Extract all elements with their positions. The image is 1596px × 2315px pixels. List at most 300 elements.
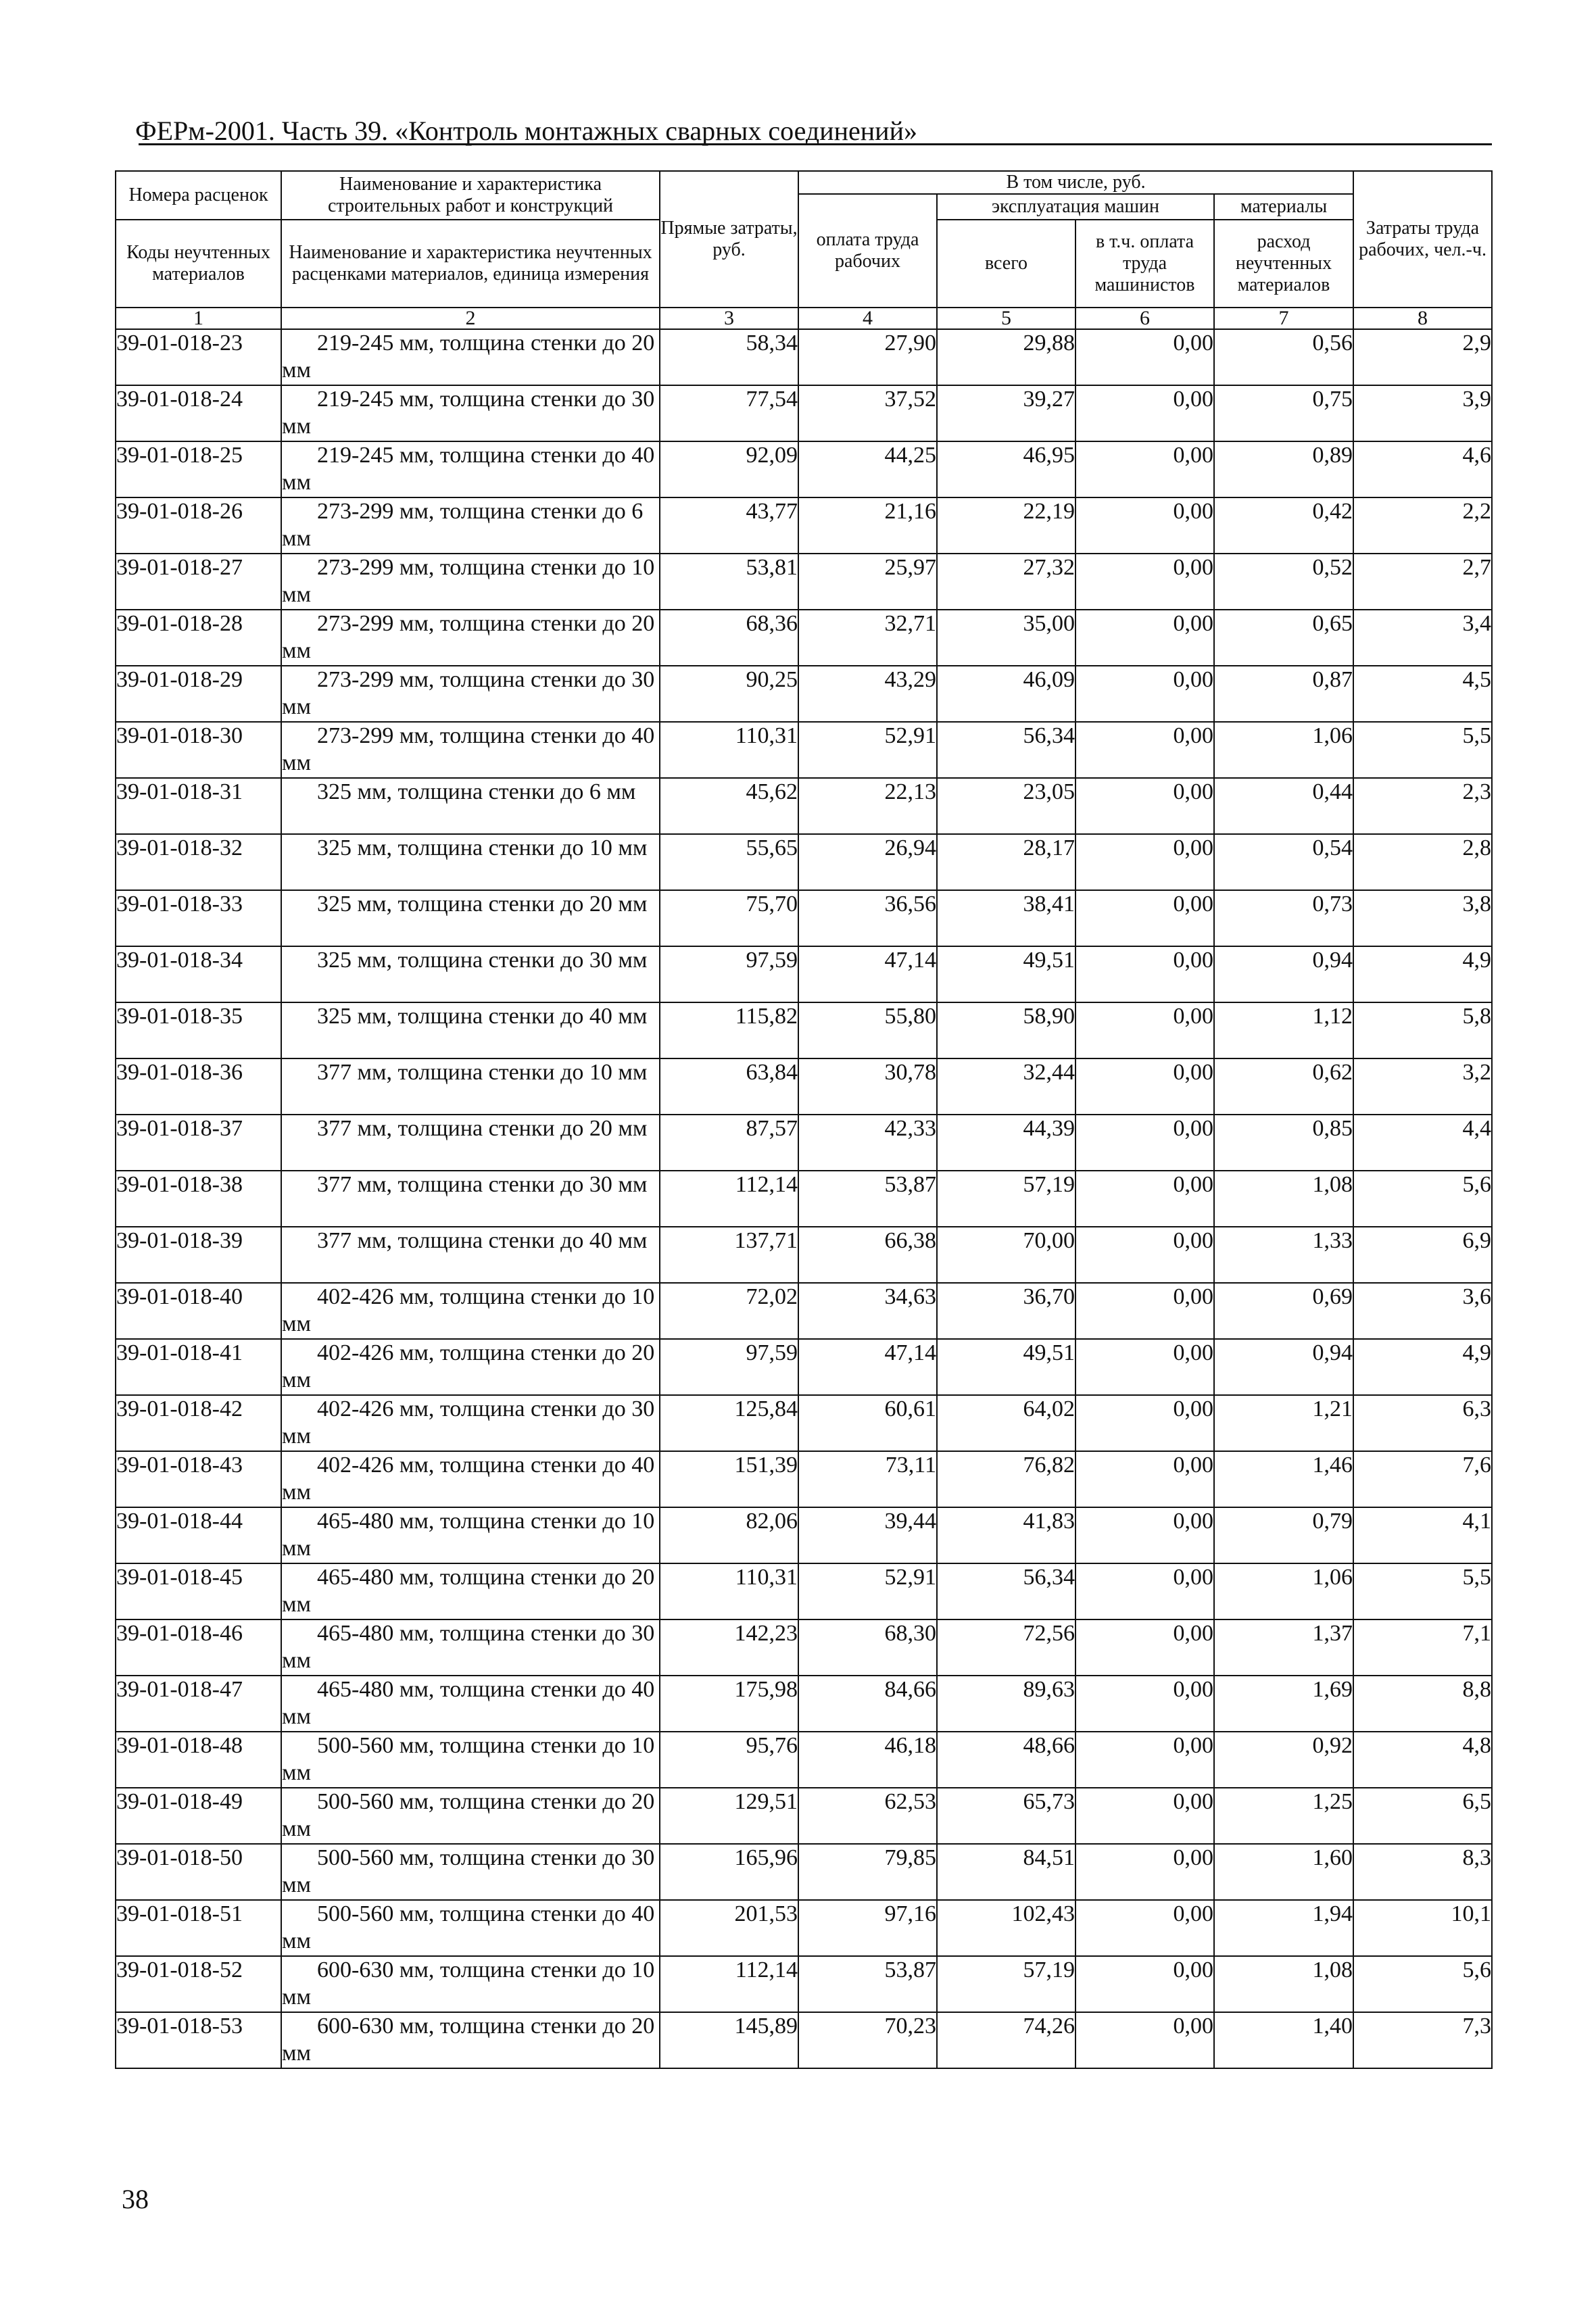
work-description: 273-299 мм, толщина стенки до 6 мм (281, 497, 660, 554)
materials-use: 0,85 (1214, 1115, 1353, 1171)
table-row (116, 1676, 1492, 1732)
direct-cost: 175,98 (660, 1676, 798, 1732)
direct-cost: 145,89 (660, 2012, 798, 2068)
header-rule (139, 143, 1492, 145)
work-description: 500-560 мм, толщина стенки до 20 мм (281, 1788, 660, 1844)
labor-cost: 10,1 (1353, 1900, 1492, 1956)
rate-code: 39-01-018-36 (116, 1058, 281, 1115)
table-row (116, 1563, 1492, 1619)
rate-code: 39-01-018-37 (116, 1115, 281, 1171)
materials-use: 1,08 (1214, 1956, 1353, 2012)
workers-wages: 53,87 (798, 1956, 937, 2012)
col-header-codes: Коды неучтенных материалов (116, 220, 281, 308)
col-header-machines-wages: в т.ч. оплата труда машинистов (1075, 220, 1214, 308)
machines-total: 74,26 (937, 2012, 1075, 2068)
workers-wages: 84,66 (798, 1676, 937, 1732)
operators-wages: 0,00 (1075, 1563, 1214, 1619)
work-description: 273-299 мм, толщина стенки до 20 мм (281, 610, 660, 666)
machines-total: 65,73 (937, 1788, 1075, 1844)
rate-code: 39-01-018-23 (116, 329, 281, 385)
labor-cost: 3,6 (1353, 1283, 1492, 1339)
machines-total: 76,82 (937, 1451, 1075, 1507)
labor-cost: 6,5 (1353, 1788, 1492, 1844)
labor-cost: 3,8 (1353, 890, 1492, 946)
work-description: 325 мм, толщина стенки до 10 мм (281, 834, 660, 890)
page-number: 38 (122, 2184, 149, 2214)
col-header-incl: В том числе, руб. (798, 171, 1353, 194)
materials-use: 0,73 (1214, 890, 1353, 946)
machines-total: 46,95 (937, 441, 1075, 497)
table-row (116, 497, 1492, 554)
labor-cost: 6,9 (1353, 1227, 1492, 1283)
operators-wages: 0,00 (1075, 1732, 1214, 1788)
materials-use: 0,69 (1214, 1283, 1353, 1339)
rate-code: 39-01-018-43 (116, 1451, 281, 1507)
direct-cost: 53,81 (660, 554, 798, 610)
work-description: 600-630 мм, толщина стенки до 10 мм (281, 1956, 660, 2012)
workers-wages: 46,18 (798, 1732, 937, 1788)
materials-use: 1,37 (1214, 1619, 1353, 1676)
labor-cost: 5,5 (1353, 722, 1492, 778)
machines-total: 58,90 (937, 1002, 1075, 1058)
operators-wages: 0,00 (1075, 1451, 1214, 1507)
rate-code: 39-01-018-47 (116, 1676, 281, 1732)
materials-use: 0,94 (1214, 1339, 1353, 1395)
rate-code: 39-01-018-33 (116, 890, 281, 946)
table-row (116, 1507, 1492, 1563)
workers-wages: 27,90 (798, 329, 937, 385)
workers-wages: 25,97 (798, 554, 937, 610)
machines-total: 38,41 (937, 890, 1075, 946)
workers-wages: 26,94 (798, 834, 937, 890)
operators-wages: 0,00 (1075, 1676, 1214, 1732)
column-number: 4 (798, 308, 937, 329)
col-header-machines-total: всего (937, 220, 1075, 308)
work-description: 377 мм, толщина стенки до 40 мм (281, 1227, 660, 1283)
labor-cost: 2,9 (1353, 329, 1492, 385)
direct-cost: 63,84 (660, 1058, 798, 1115)
machines-total: 36,70 (937, 1283, 1075, 1339)
work-description: 377 мм, толщина стенки до 20 мм (281, 1115, 660, 1171)
table-row (116, 385, 1492, 441)
rate-code: 39-01-018-38 (116, 1171, 281, 1227)
table-row (116, 1900, 1492, 1956)
rate-code: 39-01-018-25 (116, 441, 281, 497)
materials-use: 1,40 (1214, 2012, 1353, 2068)
work-description: 219-245 мм, толщина стенки до 20 мм (281, 329, 660, 385)
operators-wages: 0,00 (1075, 1002, 1214, 1058)
operators-wages: 0,00 (1075, 1115, 1214, 1171)
table-row (116, 1171, 1492, 1227)
labor-cost: 8,3 (1353, 1844, 1492, 1900)
workers-wages: 70,23 (798, 2012, 937, 2068)
direct-cost: 125,84 (660, 1395, 798, 1451)
direct-cost: 58,34 (660, 329, 798, 385)
rate-code: 39-01-018-29 (116, 666, 281, 722)
work-description: 377 мм, толщина стенки до 30 мм (281, 1171, 660, 1227)
labor-cost: 2,7 (1353, 554, 1492, 610)
materials-use: 1,12 (1214, 1002, 1353, 1058)
operators-wages: 0,00 (1075, 1395, 1214, 1451)
workers-wages: 47,14 (798, 946, 937, 1002)
labor-cost: 4,5 (1353, 666, 1492, 722)
rate-code: 39-01-018-48 (116, 1732, 281, 1788)
workers-wages: 39,44 (798, 1507, 937, 1563)
rate-code: 39-01-018-30 (116, 722, 281, 778)
table-row (116, 1283, 1492, 1339)
work-description: 500-560 мм, толщина стенки до 10 мм (281, 1732, 660, 1788)
machines-total: 32,44 (937, 1058, 1075, 1115)
materials-use: 0,75 (1214, 385, 1353, 441)
materials-use: 0,65 (1214, 610, 1353, 666)
table-row (116, 1451, 1492, 1507)
rate-code: 39-01-018-34 (116, 946, 281, 1002)
table-row (116, 946, 1492, 1002)
materials-use: 0,44 (1214, 778, 1353, 834)
direct-cost: 137,71 (660, 1227, 798, 1283)
col-header-materials: материалы (1214, 194, 1353, 220)
work-description: 273-299 мм, толщина стенки до 10 мм (281, 554, 660, 610)
work-description: 500-560 мм, толщина стенки до 40 мм (281, 1900, 660, 1956)
workers-wages: 42,33 (798, 1115, 937, 1171)
materials-use: 0,52 (1214, 554, 1353, 610)
rate-code: 39-01-018-41 (116, 1339, 281, 1395)
workers-wages: 60,61 (798, 1395, 937, 1451)
direct-cost: 82,06 (660, 1507, 798, 1563)
workers-wages: 68,30 (798, 1619, 937, 1676)
materials-use: 0,89 (1214, 441, 1353, 497)
materials-use: 0,42 (1214, 497, 1353, 554)
work-description: 325 мм, толщина стенки до 40 мм (281, 1002, 660, 1058)
work-description: 377 мм, толщина стенки до 10 мм (281, 1058, 660, 1115)
labor-cost: 4,9 (1353, 1339, 1492, 1395)
workers-wages: 97,16 (798, 1900, 937, 1956)
work-description: 402-426 мм, толщина стенки до 40 мм (281, 1451, 660, 1507)
operators-wages: 0,00 (1075, 497, 1214, 554)
labor-cost: 3,4 (1353, 610, 1492, 666)
direct-cost: 95,76 (660, 1732, 798, 1788)
table-row (116, 1058, 1492, 1115)
col-header-machines: эксплуатация машин (937, 194, 1214, 220)
operators-wages: 0,00 (1075, 778, 1214, 834)
direct-cost: 75,70 (660, 890, 798, 946)
operators-wages: 0,00 (1075, 1283, 1214, 1339)
labor-cost: 5,8 (1353, 1002, 1492, 1058)
table-row (116, 666, 1492, 722)
machines-total: 56,34 (937, 1563, 1075, 1619)
direct-cost: 97,59 (660, 946, 798, 1002)
operators-wages: 0,00 (1075, 385, 1214, 441)
column-numbers-row (116, 308, 1492, 329)
table-row (116, 1395, 1492, 1451)
work-description: 219-245 мм, толщина стенки до 30 мм (281, 385, 660, 441)
operators-wages: 0,00 (1075, 1058, 1214, 1115)
workers-wages: 73,11 (798, 1451, 937, 1507)
workers-wages: 79,85 (798, 1844, 937, 1900)
labor-cost: 7,3 (1353, 2012, 1492, 2068)
direct-cost: 129,51 (660, 1788, 798, 1844)
table-row (116, 1002, 1492, 1058)
machines-total: 27,32 (937, 554, 1075, 610)
operators-wages: 0,00 (1075, 441, 1214, 497)
direct-cost: 72,02 (660, 1283, 798, 1339)
materials-use: 0,79 (1214, 1507, 1353, 1563)
direct-cost: 110,31 (660, 1563, 798, 1619)
page-header: ФЕРм-2001. Часть 39. «Контроль монтажных сварных соединений» (135, 116, 917, 146)
col-header-wages: оплата труда рабочих (798, 194, 937, 308)
materials-use: 1,46 (1214, 1451, 1353, 1507)
col-header-labor: Затраты труда рабочих, чел.-ч. (1353, 171, 1492, 308)
operators-wages: 0,00 (1075, 946, 1214, 1002)
rate-code: 39-01-018-27 (116, 554, 281, 610)
workers-wages: 34,63 (798, 1283, 937, 1339)
work-description: 325 мм, толщина стенки до 20 мм (281, 890, 660, 946)
direct-cost: 97,59 (660, 1339, 798, 1395)
materials-use: 1,06 (1214, 1563, 1353, 1619)
column-number: 2 (281, 308, 660, 329)
labor-cost: 4,6 (1353, 441, 1492, 497)
machines-total: 57,19 (937, 1956, 1075, 2012)
table-row (116, 329, 1492, 385)
work-description: 600-630 мм, толщина стенки до 20 мм (281, 2012, 660, 2068)
work-description: 325 мм, толщина стенки до 30 мм (281, 946, 660, 1002)
direct-cost: 110,31 (660, 722, 798, 778)
col-header-numbers: Номера расценок (116, 171, 281, 220)
work-description: 465-480 мм, толщина стенки до 30 мм (281, 1619, 660, 1676)
machines-total: 46,09 (937, 666, 1075, 722)
operators-wages: 0,00 (1075, 1227, 1214, 1283)
rate-code: 39-01-018-32 (116, 834, 281, 890)
table-row (116, 722, 1492, 778)
workers-wages: 37,52 (798, 385, 937, 441)
workers-wages: 32,71 (798, 610, 937, 666)
machines-total: 35,00 (937, 610, 1075, 666)
table-row (116, 1339, 1492, 1395)
rate-code: 39-01-018-53 (116, 2012, 281, 2068)
rate-code: 39-01-018-35 (116, 1002, 281, 1058)
direct-cost: 112,14 (660, 1956, 798, 2012)
labor-cost: 2,8 (1353, 834, 1492, 890)
work-description: 402-426 мм, толщина стенки до 10 мм (281, 1283, 660, 1339)
rate-code: 39-01-018-45 (116, 1563, 281, 1619)
operators-wages: 0,00 (1075, 1844, 1214, 1900)
table-row (116, 1956, 1492, 2012)
labor-cost: 3,9 (1353, 385, 1492, 441)
machines-total: 64,02 (937, 1395, 1075, 1451)
direct-cost: 55,65 (660, 834, 798, 890)
workers-wages: 43,29 (798, 666, 937, 722)
direct-cost: 165,96 (660, 1844, 798, 1900)
machines-total: 44,39 (937, 1115, 1075, 1171)
work-description: 402-426 мм, толщина стенки до 20 мм (281, 1339, 660, 1395)
operators-wages: 0,00 (1075, 666, 1214, 722)
machines-total: 56,34 (937, 722, 1075, 778)
table-row (116, 1619, 1492, 1676)
labor-cost: 4,8 (1353, 1732, 1492, 1788)
materials-use: 1,60 (1214, 1844, 1353, 1900)
machines-total: 22,19 (937, 497, 1075, 554)
machines-total: 29,88 (937, 329, 1075, 385)
workers-wages: 47,14 (798, 1339, 937, 1395)
column-number: 3 (660, 308, 798, 329)
operators-wages: 0,00 (1075, 610, 1214, 666)
column-number: 7 (1214, 308, 1353, 329)
operators-wages: 0,00 (1075, 1956, 1214, 2012)
rates-table (115, 170, 1493, 2069)
machines-total: 84,51 (937, 1844, 1075, 1900)
work-description: 465-480 мм, толщина стенки до 20 мм (281, 1563, 660, 1619)
operators-wages: 0,00 (1075, 1171, 1214, 1227)
rate-code: 39-01-018-39 (116, 1227, 281, 1283)
labor-cost: 4,9 (1353, 946, 1492, 1002)
column-number: 8 (1353, 308, 1492, 329)
machines-total: 28,17 (937, 834, 1075, 890)
work-description: 465-480 мм, толщина стенки до 40 мм (281, 1676, 660, 1732)
work-description: 325 мм, толщина стенки до 6 мм (281, 778, 660, 834)
machines-total: 49,51 (937, 1339, 1075, 1395)
work-description: 219-245 мм, толщина стенки до 40 мм (281, 441, 660, 497)
machines-total: 48,66 (937, 1732, 1075, 1788)
labor-cost: 2,3 (1353, 778, 1492, 834)
materials-use: 1,94 (1214, 1900, 1353, 1956)
labor-cost: 5,6 (1353, 1171, 1492, 1227)
work-description: 500-560 мм, толщина стенки до 30 мм (281, 1844, 660, 1900)
machines-total: 39,27 (937, 385, 1075, 441)
labor-cost: 5,5 (1353, 1563, 1492, 1619)
materials-use: 1,21 (1214, 1395, 1353, 1451)
operators-wages: 0,00 (1075, 890, 1214, 946)
labor-cost: 3,2 (1353, 1058, 1492, 1115)
workers-wages: 21,16 (798, 497, 937, 554)
table-row (116, 2012, 1492, 2068)
operators-wages: 0,00 (1075, 1619, 1214, 1676)
machines-total: 57,19 (937, 1171, 1075, 1227)
direct-cost: 87,57 (660, 1115, 798, 1171)
materials-use: 0,54 (1214, 834, 1353, 890)
work-description: 273-299 мм, толщина стенки до 30 мм (281, 666, 660, 722)
direct-cost: 77,54 (660, 385, 798, 441)
materials-use: 0,56 (1214, 329, 1353, 385)
operators-wages: 0,00 (1075, 1507, 1214, 1563)
labor-cost: 2,2 (1353, 497, 1492, 554)
rate-code: 39-01-018-28 (116, 610, 281, 666)
rate-code: 39-01-018-31 (116, 778, 281, 834)
machines-total: 89,63 (937, 1676, 1075, 1732)
table-row (116, 1844, 1492, 1900)
rate-code: 39-01-018-50 (116, 1844, 281, 1900)
table-row (116, 1788, 1492, 1844)
labor-cost: 8,8 (1353, 1676, 1492, 1732)
rate-code: 39-01-018-51 (116, 1900, 281, 1956)
table-row (116, 834, 1492, 890)
operators-wages: 0,00 (1075, 329, 1214, 385)
direct-cost: 142,23 (660, 1619, 798, 1676)
materials-use: 1,33 (1214, 1227, 1353, 1283)
labor-cost: 5,6 (1353, 1956, 1492, 2012)
direct-cost: 45,62 (660, 778, 798, 834)
direct-cost: 151,39 (660, 1451, 798, 1507)
column-number: 6 (1075, 308, 1214, 329)
col-header-direct: Прямые затраты, руб. (660, 171, 798, 308)
materials-use: 1,06 (1214, 722, 1353, 778)
workers-wages: 66,38 (798, 1227, 937, 1283)
rate-code: 39-01-018-46 (116, 1619, 281, 1676)
work-description: 273-299 мм, толщина стенки до 40 мм (281, 722, 660, 778)
workers-wages: 52,91 (798, 1563, 937, 1619)
workers-wages: 44,25 (798, 441, 937, 497)
direct-cost: 68,36 (660, 610, 798, 666)
col-header-name-materials: Наименование и характеристика неучтенных расценками материалов, единица измерения (281, 220, 660, 308)
work-description: 402-426 мм, толщина стенки до 30 мм (281, 1395, 660, 1451)
workers-wages: 52,91 (798, 722, 937, 778)
direct-cost: 201,53 (660, 1900, 798, 1956)
table-row (116, 1227, 1492, 1283)
operators-wages: 0,00 (1075, 554, 1214, 610)
workers-wages: 53,87 (798, 1171, 937, 1227)
table-row (116, 890, 1492, 946)
operators-wages: 0,00 (1075, 834, 1214, 890)
direct-cost: 90,25 (660, 666, 798, 722)
labor-cost: 6,3 (1353, 1395, 1492, 1451)
rate-code: 39-01-018-52 (116, 1956, 281, 2012)
materials-use: 0,92 (1214, 1732, 1353, 1788)
operators-wages: 0,00 (1075, 2012, 1214, 2068)
machines-total: 70,00 (937, 1227, 1075, 1283)
table-row (116, 1732, 1492, 1788)
rate-code: 39-01-018-24 (116, 385, 281, 441)
column-number: 5 (937, 308, 1075, 329)
col-header-materials-use: расход неучтенных материалов (1214, 220, 1353, 308)
machines-total: 41,83 (937, 1507, 1075, 1563)
labor-cost: 7,1 (1353, 1619, 1492, 1676)
labor-cost: 4,1 (1353, 1507, 1492, 1563)
materials-use: 1,25 (1214, 1788, 1353, 1844)
rate-code: 39-01-018-40 (116, 1283, 281, 1339)
direct-cost: 115,82 (660, 1002, 798, 1058)
machines-total: 49,51 (937, 946, 1075, 1002)
materials-use: 0,94 (1214, 946, 1353, 1002)
operators-wages: 0,00 (1075, 1788, 1214, 1844)
workers-wages: 30,78 (798, 1058, 937, 1115)
column-number: 1 (116, 308, 281, 329)
machines-total: 102,43 (937, 1900, 1075, 1956)
rate-code: 39-01-018-26 (116, 497, 281, 554)
workers-wages: 22,13 (798, 778, 937, 834)
workers-wages: 62,53 (798, 1788, 937, 1844)
rate-code: 39-01-018-44 (116, 1507, 281, 1563)
materials-use: 0,62 (1214, 1058, 1353, 1115)
operators-wages: 0,00 (1075, 1339, 1214, 1395)
labor-cost: 7,6 (1353, 1451, 1492, 1507)
materials-use: 1,08 (1214, 1171, 1353, 1227)
materials-use: 0,87 (1214, 666, 1353, 722)
operators-wages: 0,00 (1075, 1900, 1214, 1956)
col-header-name-works: Наименование и характеристика строительных работ и конструкций (281, 171, 660, 220)
table-row (116, 441, 1492, 497)
workers-wages: 36,56 (798, 890, 937, 946)
materials-use: 1,69 (1214, 1676, 1353, 1732)
operators-wages: 0,00 (1075, 722, 1214, 778)
table-row (116, 554, 1492, 610)
table-row (116, 610, 1492, 666)
work-description: 465-480 мм, толщина стенки до 10 мм (281, 1507, 660, 1563)
rate-code: 39-01-018-42 (116, 1395, 281, 1451)
machines-total: 72,56 (937, 1619, 1075, 1676)
table-row (116, 778, 1492, 834)
direct-cost: 92,09 (660, 441, 798, 497)
direct-cost: 43,77 (660, 497, 798, 554)
workers-wages: 55,80 (798, 1002, 937, 1058)
